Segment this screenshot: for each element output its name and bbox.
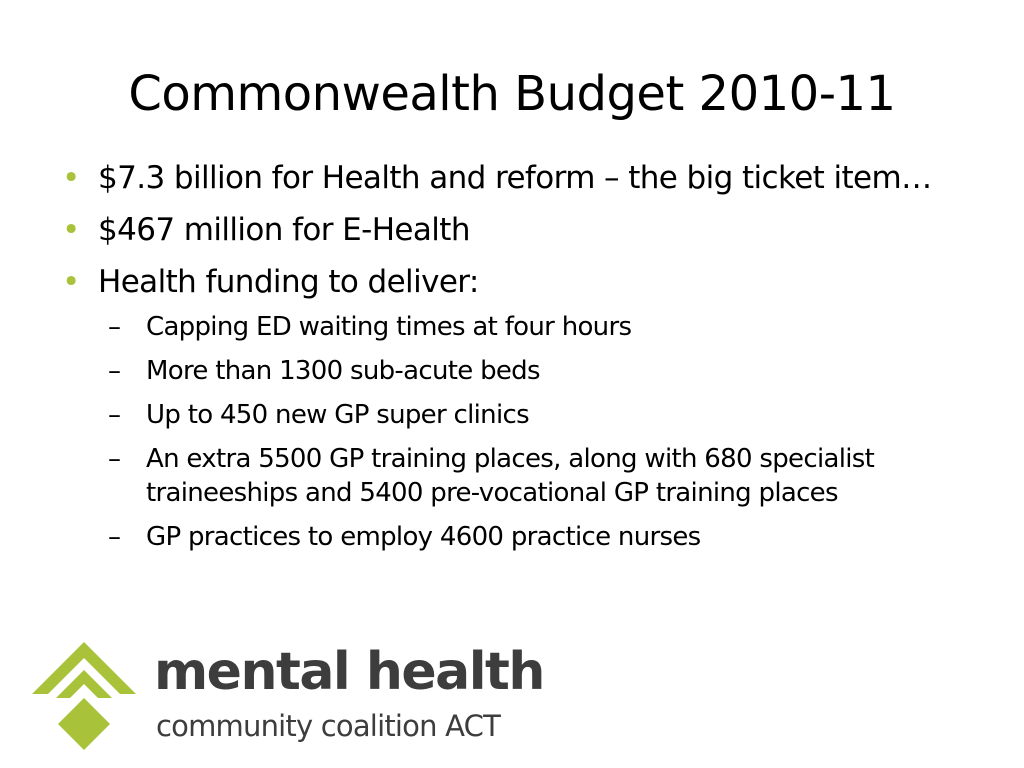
chevron-house-icon xyxy=(30,640,138,752)
organisation-logo xyxy=(30,640,550,755)
logo-roof-chevron xyxy=(32,642,136,694)
sub-bullet-ed-waiting: – Capping ED waiting times at four hours xyxy=(102,310,960,344)
sub-bullet-sub-acute-beds: – More than 1300 sub-acute beds xyxy=(102,354,960,388)
logo-name-line2: community coalition ACT xyxy=(156,709,500,743)
bullet-e-health xyxy=(60,212,960,248)
sub-bullet-super-clinics: – Up to 450 new GP super clinics xyxy=(102,398,960,432)
sub-bullet-training-places: – An extra 5500 GP training places, along with 680 specialist traineeships and 5400 pre-vocational GP training places xyxy=(102,442,906,510)
bullet-health-reform xyxy=(60,160,958,196)
bullet-text: Health funding to deliver: xyxy=(98,264,479,300)
sub-bullet-practice-nurses: – GP practices to employ 4600 practice nurses xyxy=(102,520,960,554)
sub-bullet-list xyxy=(98,310,960,554)
bullet-list xyxy=(60,160,960,570)
bullet-health-funding xyxy=(60,264,960,554)
logo-name-line1: mental health xyxy=(154,642,544,702)
bullet-text: $467 million for E-Health xyxy=(98,212,470,248)
bullet-text: $7.3 billion for Health and reform – the big ticket item… xyxy=(98,160,932,196)
logo-diamond xyxy=(58,698,110,750)
slide-title: Commonwealth Budget 2010-11 xyxy=(128,66,896,122)
